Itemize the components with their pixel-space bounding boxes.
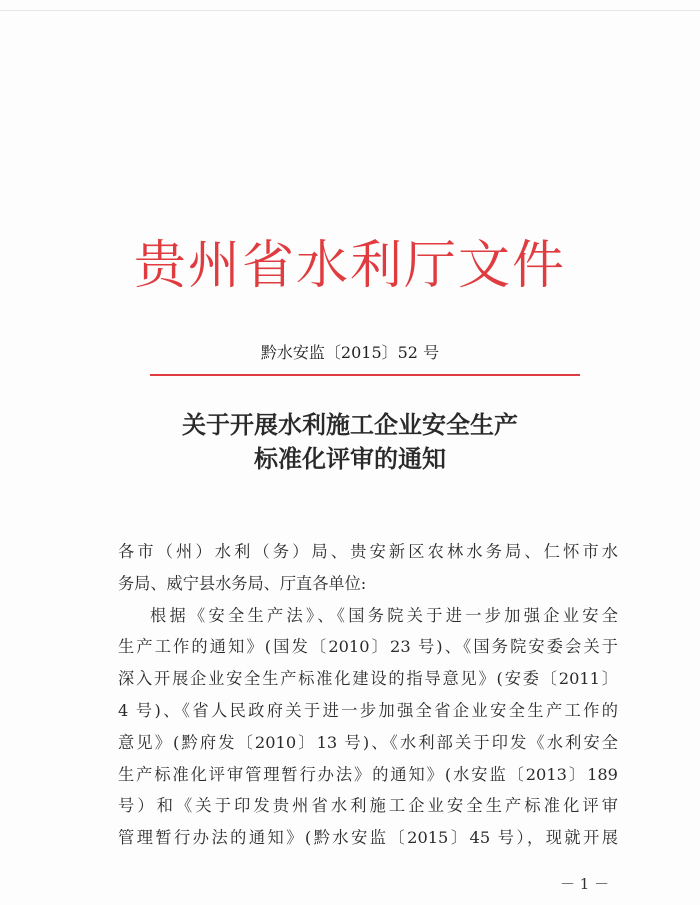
body-line: 意见》(黔府发〔2010〕13 号)、《水利部关于印发《水利安全 <box>118 732 618 752</box>
scan-edge-line <box>0 10 700 11</box>
body-line: 深入开展企业安全生产标准化建设的指导意见》(安委〔2011〕 <box>118 669 618 689</box>
notice-title <box>0 408 700 476</box>
body-line: 号）和《关于印发贵州省水利施工企业安全生产标准化评审 <box>118 796 618 816</box>
document-number: 黔水安监〔2015〕52 号 <box>260 343 440 362</box>
body-line: 生产工作的通知》(国发〔2010〕23 号)、《国务院安委会关于 <box>118 637 618 657</box>
notice-body <box>118 536 618 854</box>
notice-title-line: 标准化评审的通知 <box>254 444 446 473</box>
body-line: 务局、威宁县水务局、厅直各单位: <box>118 573 367 593</box>
document-header-title: 贵州省水利厅文件 <box>133 236 566 296</box>
body-line: 生产标准化评审管理暂行办法》的通知》(水安监〔2013〕189 <box>118 764 618 784</box>
header-divider-line <box>150 374 580 376</box>
body-line: 根据《安全生产法》、《国务院关于进一步加强企业安全 <box>150 605 618 625</box>
page-number: － 1 － <box>560 875 610 893</box>
body-line: 管理暂行办法的通知》(黔水安监〔2015〕45 号），现就开展 <box>118 828 618 848</box>
notice-title-line: 关于开展水利施工企业安全生产 <box>182 410 518 439</box>
body-line: 各市（州）水利（务）局、贵安新区农林水务局、仁怀市水 <box>118 542 618 561</box>
body-line: 4 号)、《省人民政府关于进一步加强全省企业安全生产工作的 <box>118 700 618 720</box>
